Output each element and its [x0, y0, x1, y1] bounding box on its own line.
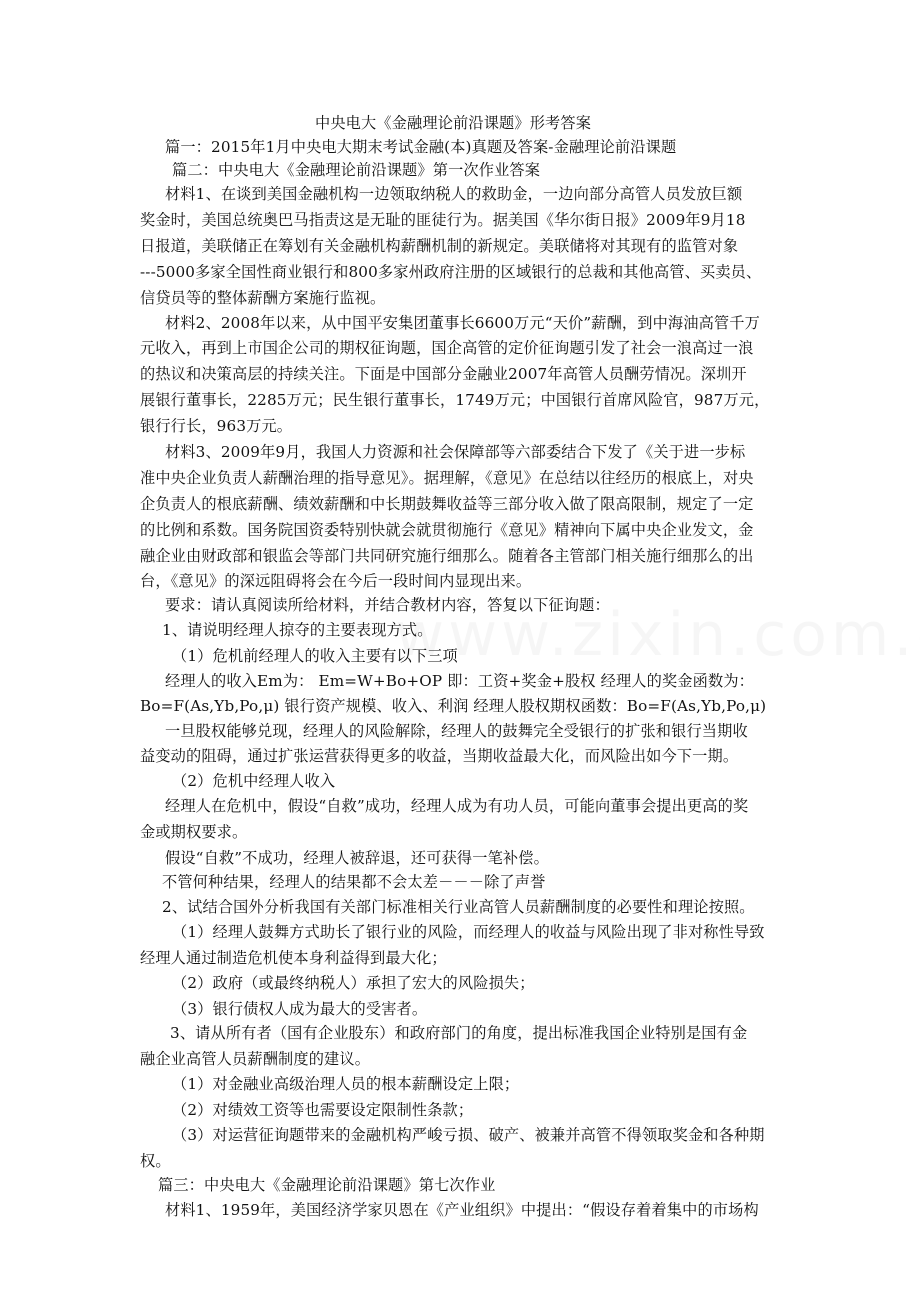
paragraph-line: 的热议和决策高层的持续关注。下面是中国部分金融业2007年高管人员酬劳情况。深圳开: [140, 365, 747, 383]
answer-line: 权。: [140, 1152, 171, 1170]
paragraph-line: 准中央企业负责人薪酬治理的指导意见》。据理解，《意见》在总结以往经历的根底上，对央: [140, 469, 754, 487]
paragraph-line: 益变动的阻碍，通过扩张运营获得更多的收益，当期收益最大化，而风险出如今下一期。: [140, 747, 739, 765]
section-heading-3: 篇三：中央电大《金融理论前沿课题》第七次作业: [158, 1176, 496, 1194]
question-line: 2、试结合国外分析我国有关部门标准相关行业高管人员薪酬制度的必要性和理论按照。: [162, 898, 755, 916]
paragraph-line: 不管何种结果，经理人的结果都不会太差－－－除了声誉: [162, 873, 546, 891]
paragraph-line: 材料2、2008年以来，从中国平安集团董事长6600万元“天价”薪酬，到中海油高管千万: [165, 314, 760, 332]
document-title: 中央电大《金融理论前沿课题》形考答案: [315, 114, 592, 132]
answer-line: （2）政府（或最终纳税人）承担了宏大的风险损失；: [172, 974, 535, 992]
paragraph-line: 融企业由财政部和银监会等部门共同研究施行细那么。随着各主管部门相关施行细那么的出: [140, 547, 754, 565]
question-line: 1、请说明经理人掠夺的主要表现方式。: [162, 621, 433, 639]
paragraph-line: 金或期权要求。: [140, 823, 248, 841]
answer-line: （3）银行债权人成为最大的受害者。: [172, 1000, 428, 1018]
answer-line: （1）危机前经理人的收入主要有以下三项: [172, 647, 458, 665]
paragraph-line: 材料1、1959年，美国经济学家贝恩在《产业组织》中提出：“假设存着着集中的市场构: [165, 1201, 759, 1219]
paragraph-line: 企负责人的根底薪酬、绩效薪酬和中长期鼓舞收益等三部分收入做了限高限制，规定了一定: [140, 495, 754, 513]
section-heading-2: 篇二：中央电大《金融理论前沿课题》第一次作业答案: [172, 161, 541, 179]
answer-line: 经理人通过制造危机使本身利益得到最大化；: [140, 949, 447, 967]
paragraph-line: 材料1、在谈到美国金融机构一边领取纳税人的救助金，一边向部分高管人员发放巨额: [165, 185, 743, 203]
question-line: 融企业高管人员薪酬制度的建议。: [140, 1050, 371, 1068]
paragraph-line: 假设“自救”不成功，经理人被辞退，还可获得一笔补偿。: [165, 849, 549, 867]
paragraph-line: 经理人在危机中，假设“自救”成功，经理人成为有功人员，可能向董事会提出更高的奖: [165, 797, 749, 815]
paragraph-line: 奖金时，美国总统奥巴马指责这是无耻的匪徒行为。据美国《华尔街日报》2009年9月18: [140, 211, 746, 229]
answer-line: （1）经理人鼓舞方式助长了银行业的风险，而经理人的收益与风险出现了非对称性导致: [172, 923, 765, 941]
paragraph-line: ---5000多家全国性商业银行和800多家州政府注册的区域银行的总裁和其他高管、买卖员、: [140, 263, 762, 281]
paragraph-line: 要求：请认真阅读所给材料，并结合教材内容，答复以下征询题：: [165, 596, 610, 614]
formula-line: Bo=F(As,Yb,Po,μ) 银行资产规模、收入、利润 经理人股权期权函数：Bo=F(As,Yb,Po,μ): [140, 697, 767, 715]
answer-line: （2）危机中经理人收入: [172, 772, 336, 790]
section-heading-1: 篇一：2015年1月中央电大期末考试金融(本)真题及答案-金融理论前沿课题: [165, 138, 677, 156]
paragraph-line: 台，《意见》的深远阻碍将会在今后一段时间内显现出来。: [140, 572, 532, 590]
paragraph-line: 材料3、2009年9月，我国人力资源和社会保障部等六部委结合下发了《关于进一步标: [165, 443, 746, 461]
paragraph-line: 信贷员等的整体薪酬方案施行监视。: [140, 289, 386, 307]
paragraph-line: 展银行董事长，2285万元；民生银行董事长，1749万元；中国银行首席风险官，987万元，: [140, 391, 770, 409]
paragraph-line: 一旦股权能够兑现，经理人的风险解除，经理人的鼓舞完全受银行的扩张和银行当期收: [165, 722, 748, 740]
answer-line: （1）对金融业高级治理人员的根本薪酬设定上限；: [172, 1075, 520, 1093]
paragraph-line: 元收入，再到上市国企公司的期权征询题，国企高管的定价征询题引发了社会一浪高过一浪: [140, 339, 754, 357]
answer-line: （3）对运营征询题带来的金融机构严峻亏损、破产、被兼并高管不得领取奖金和各种期: [172, 1126, 765, 1144]
paragraph-line: 日报道，美联储正在筹划有关金融机构薪酬机制的新规定。美联储将对其现有的监管对象: [140, 237, 739, 255]
paragraph-line: 银行行长，963万元。: [140, 417, 293, 435]
question-line: 3、请从所有者（国有企业股东）和政府部门的角度，提出标准我国企业特别是国有金: [170, 1024, 748, 1042]
answer-line: （2）对绩效工资等也需要设定限制性条款；: [172, 1101, 474, 1119]
paragraph-line: 的比例和系数。国务院国资委特别快就会就贯彻施行《意见》精神向下属中央企业发文，金: [140, 521, 754, 539]
formula-line: 经理人的收入Em为： Em=W+Bo+OP 即：工资+奖金+股权 经理人的奖金函数为：: [165, 672, 754, 690]
